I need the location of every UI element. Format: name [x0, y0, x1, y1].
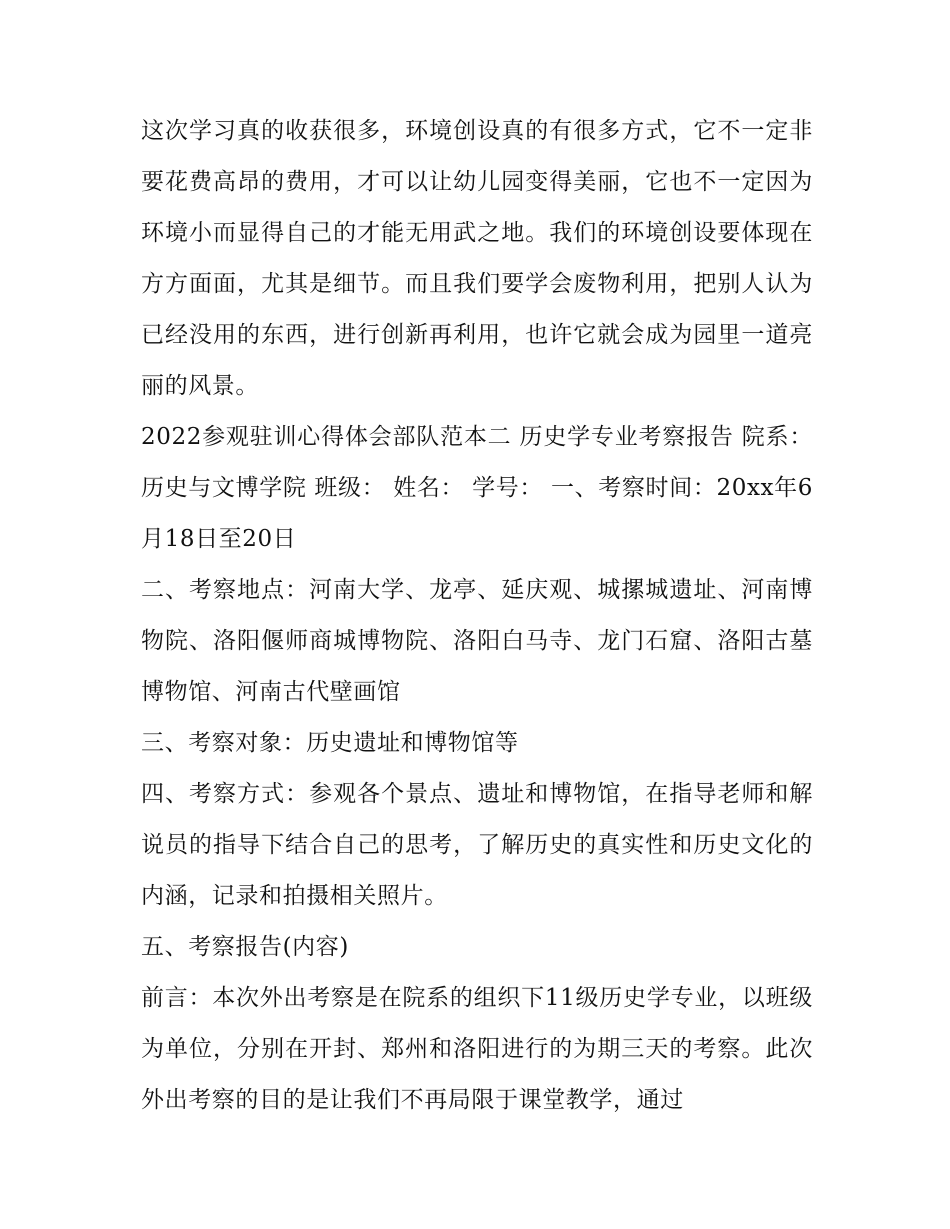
- paragraph-inspection-objects: 三、考察对象：历史遗址和博物馆等: [141, 730, 519, 756]
- paragraph-environment-reflection: 这次学习真的收获很多，环境创设真的有很多方式，它不一定非要花费高昂的费用，才可以让幼儿园变得美丽，它也不一定因为环境小而显得自己的才能无用武之地。我们的环境创设要体现在方方面面，尤其是细节。而且我们要学会废物利用，把别人认为已经没用的东西，进行创新再利用，也许它就会成为园里一道亮丽的风景。: [141, 118, 813, 399]
- paragraph-preface: 前言：本次外出考察是在院系的组织下11级历史学专业，以班级为单位，分别在开封、郑州和洛阳进行的为期三天的考察。此次外出考察的目的是让我们不再局限于课堂教学，通过: [141, 985, 813, 1113]
- document-body: [141, 106, 813, 1126]
- paragraph-inspection-methods: 四、考察方式：参观各个景点、遗址和博物馆，在指导老师和解说员的指导下结合自己的思考，了解历史的真实性和历史文化的内涵，记录和拍摄相关照片。: [141, 781, 813, 909]
- paragraph-inspection-locations: 二、考察地点：河南大学、龙亭、延庆观、城摞城遗址、河南博物院、洛阳偃师商城博物院、洛阳白马寺、龙门石窟、洛阳古墓博物馆、河南古代壁画馆: [141, 577, 813, 705]
- paragraph-report-content-heading: 五、考察报告(内容): [141, 934, 349, 960]
- paragraph-report-header: 2022参观驻训心得体会部队范本二 历史学专业考察报告 院系：历史与文博学院 班级： 姓名： 学号： 一、考察时间：20xx年6月18日至20日: [141, 424, 813, 552]
